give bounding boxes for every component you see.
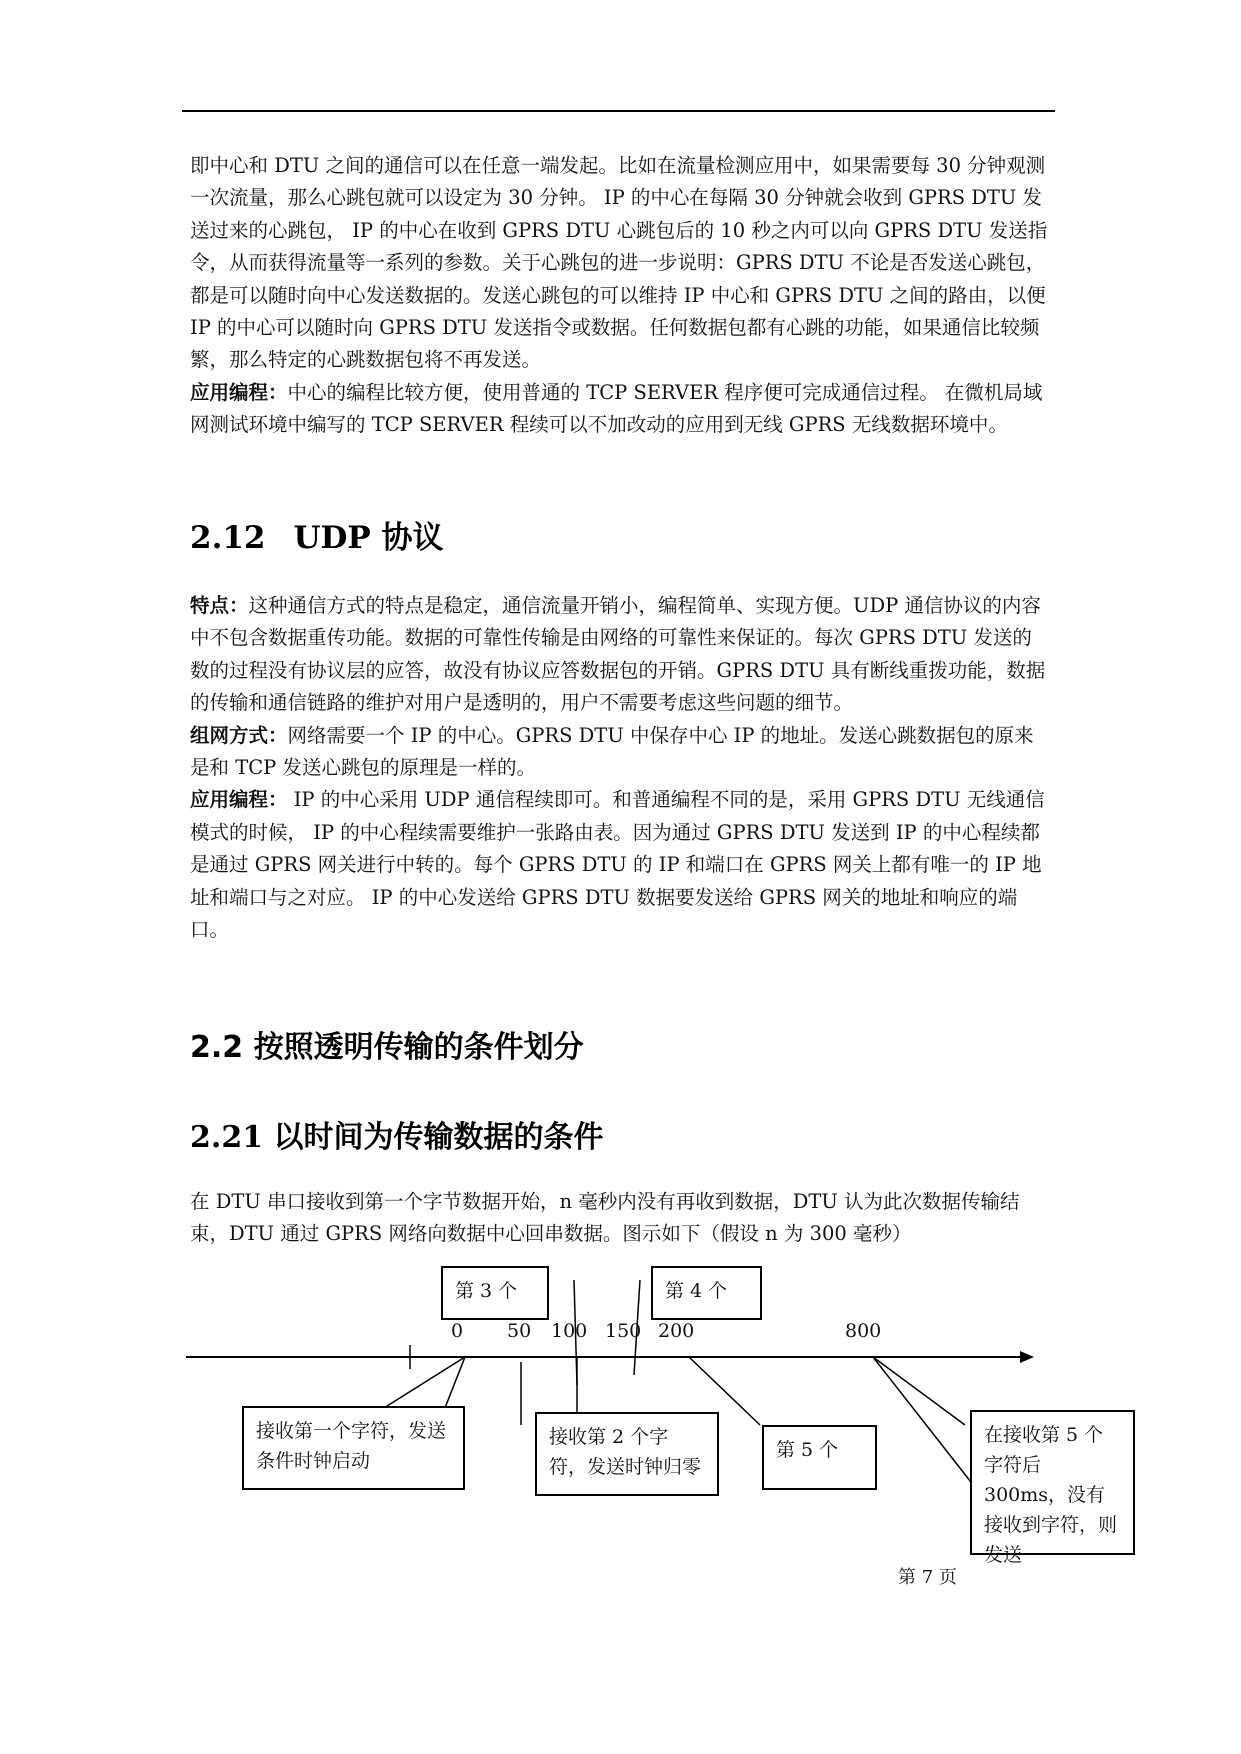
paragraph-heartbeat-text: 即中心和 DTU 之间的通信可以在任意一端发起。比如在流量检测应用中，如果需要每 30 分钟观测一次流量，那么心跳包就可以设定为 30 分钟。 IP 的中心在每隔 30 分钟就会收到 GPRS DTU 发送过来的心跳包， IP 的中心在收到 GPRS DTU 心跳包后的 10 秒之内可以向 GPRS DTU 发送指令，从而获得流量等一系列的参数。关于心跳包的进一步说明：GPRS DTU 不论是否发送心跳包，都是可以随时向中心发送数据的。发送心跳包的可以维持 IP 中心和 GPRS DTU 之间的路由，以便 IP 的中心可以随时向 GPRS DTU 发送指令或数据。任何数据包都有心跳的功能，如果通信比较频繁，那么特定的心跳数据包将不再发送。 bbox=[190, 154, 1048, 372]
pointer-after-2 bbox=[873, 1357, 985, 1500]
timeline-arrowhead bbox=[1020, 1351, 1034, 1363]
section-2-12-title: UDP 协议 bbox=[293, 520, 444, 556]
box-first-char: 接收第一个字符，发送条件时钟启动 bbox=[242, 1406, 465, 1490]
tick-label-150: 150 bbox=[605, 1320, 642, 1342]
feature-text: 这种通信方式的特点是稳定，通信流量开销小，编程简单、实现方便。UDP 通信协议的内容中不包含数据重传功能。数据的可靠性传输是由网络的可靠性来保证的。每次 GPRS DTU 发送的数的过程没有协议层的应答，故没有协议应答数据包的开销。GPRS DTU 具有断线重拨功能，数据的传输和通信链路的维护对用户是透明的，用户不需要考虑这些问题的细节。 bbox=[190, 594, 1046, 715]
page-number: 第 7 页 bbox=[898, 1567, 957, 1588]
app-programming-text: 中心的编程比较方便，使用普通的 TCP SERVER 程序便可完成通信过程。 在微机局域网测试环境中编写的 TCP SERVER 程续可以不加改动的应用到无线 GPRS 无线数据环境中。 bbox=[190, 380, 1043, 437]
tick-label-200: 200 bbox=[658, 1320, 695, 1342]
tick-label-0: 0 bbox=[451, 1320, 464, 1342]
app-programming-text-2: IP 的中心采用 UDP 通信程续即可。和普通编程不同的是，采用 GPRS DTU 无线通信模式的时候， IP 的中心程续需要维护一张路由表。因为通过 GPRS DTU 发送到 IP 的中心程续都是通过 GPRS 网关进行中转的。每个 GPRS DTU 的 IP 和端口在 GPRS 网关上都有唯一的 IP 地址和端口与之对应。 IP 的中心发送给 GPRS DTU 数据要发送给 GPRS 网关的地址和响应的端口。 bbox=[190, 788, 1045, 942]
network-text: 网络需要一个 IP 的中心。GPRS DTU 中保存中心 IP 的地址。发送心跳数据包的原来是和 TCP 发送心跳包的原理是一样的。 bbox=[190, 723, 1034, 780]
box-third-char: 第 3 个 bbox=[441, 1266, 549, 1320]
feature-label: 特点： bbox=[190, 594, 249, 617]
section-2-21-heading: 2.21 以时间为传输数据的条件 bbox=[190, 1120, 604, 1155]
network-label: 组网方式： bbox=[190, 723, 288, 747]
box-after-fifth: 在接收第 5 个字符后 300ms，没有接收到字符，则发送 bbox=[970, 1410, 1135, 1555]
paragraph-time-condition: 在 DTU 串口接收到第一个字节数据开始，n 毫秒内没有再收到数据，DTU 认为此次数据传输结束，DTU 通过 GPRS 网络向数据中心回串数据。图示如下（假设 n 为 300 毫秒） bbox=[190, 1190, 1020, 1246]
section-2-12-number: 2.12 bbox=[190, 520, 266, 556]
section-2-2-heading: 2.2 按照透明传输的条件划分 bbox=[190, 1030, 584, 1065]
app-programming-label: 应用编程： bbox=[190, 380, 288, 404]
tick-label-50: 50 bbox=[507, 1320, 532, 1342]
box-fourth-char: 第 4 个 bbox=[651, 1266, 762, 1320]
app-programming-label-2: 应用编程： bbox=[190, 788, 288, 812]
box-fifth-char: 第 5 个 bbox=[762, 1425, 877, 1490]
box-second-char: 接收第 2 个字符，发送时钟归零 bbox=[535, 1412, 719, 1496]
tick-label-800: 800 bbox=[845, 1320, 882, 1342]
tick-label-100: 100 bbox=[551, 1320, 588, 1342]
